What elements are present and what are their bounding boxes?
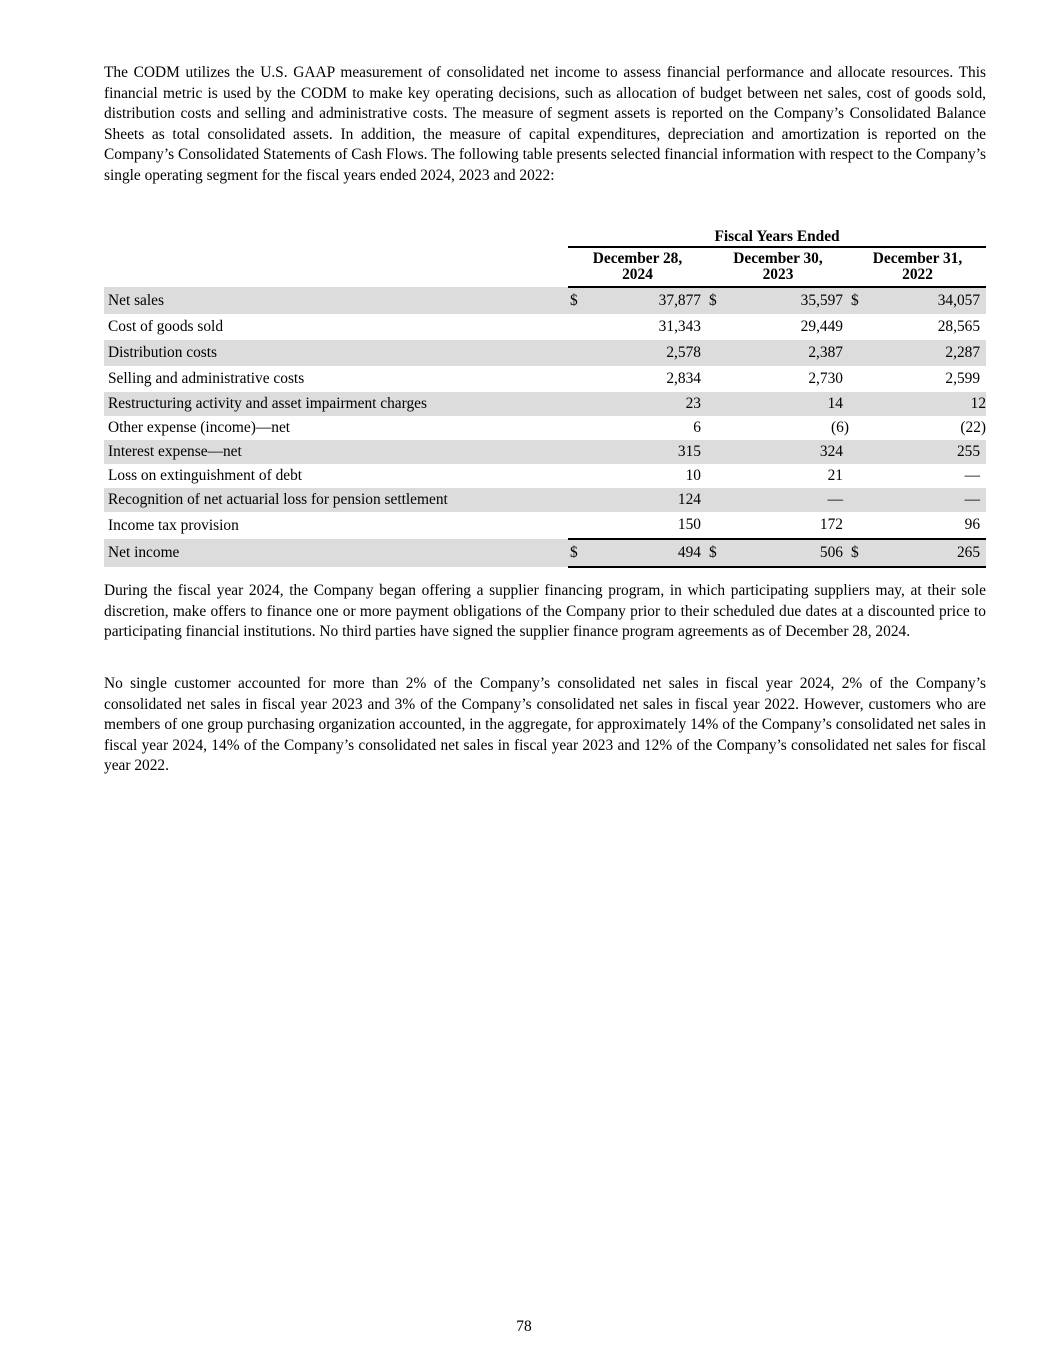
row-restructuring: [104, 392, 986, 416]
value-2024: 23: [586, 392, 707, 416]
value-2024: 2,578: [586, 340, 707, 366]
currency-symbol: $: [707, 287, 725, 314]
row-net-income: [104, 539, 986, 567]
value-2024: 10: [685, 467, 701, 484]
currency-symbol: $: [568, 287, 586, 314]
value-2023: 14: [725, 392, 849, 416]
value-2023: 29,449: [800, 318, 843, 335]
row-other-expense: [104, 416, 986, 440]
row-pension-settlement: [104, 488, 986, 512]
value-2022: —: [964, 467, 981, 484]
currency-symbol: $: [849, 539, 867, 567]
value-2023: (6): [831, 419, 849, 436]
value-2023: 35,597: [725, 287, 849, 314]
column-header-2023: December 30, 2023: [707, 247, 849, 287]
row-distribution-costs: [104, 340, 986, 366]
value-2024: 31,343: [658, 318, 701, 335]
fiscal-years-ended-header: Fiscal Years Ended: [568, 226, 986, 247]
row-label: Distribution costs: [104, 340, 568, 366]
table-column-header-row: [104, 247, 986, 287]
value-2023: 506: [725, 539, 849, 567]
row-label: Recognition of net actuarial loss for pension settlement: [104, 488, 568, 512]
value-2023: 2,387: [725, 340, 849, 366]
row-label: Cost of goods sold: [108, 318, 224, 335]
customer-concentration-paragraph: No single customer accounted for more than 2% of the Company’s consolidated net sales in fiscal year 2024, 2% of the Company’s consolidated net sales in fiscal year 2023 and 3% of the Company’s consolidated net sales in fiscal year 2022. However, customers who are members of one group purchasing organization accounted, in the aggregate, for approximately 14% of the Company’s consolidated net sales in fiscal year 2024, 14% of the Company’s consolidated net sales in fiscal year 2023 and 12% of the Company’s consolidated net sales for fiscal year 2022.: [104, 675, 986, 775]
row-cost-of-goods-sold: [104, 314, 986, 340]
row-label: Loss on extinguishment of debt: [108, 467, 303, 484]
value-2022: 265: [867, 539, 986, 567]
value-2022: 255: [867, 440, 986, 464]
page-number: 78: [516, 1318, 532, 1335]
currency-symbol: $: [568, 539, 586, 567]
value-2023: 172: [725, 512, 849, 539]
intro-paragraph: The CODM utilizes the U.S. GAAP measurement of consolidated net income to assess financial performance and allocate resources. This financial metric is used by the CODM to make key operating decisions, such as allocation of budget between net sales, cost of goods sold, distribution costs and selling and administrative costs. The measure of segment assets is reported on the Company’s Consolidated Balance Sheets as total consolidated assets. In addition, the measure of capital expenditures, depreciation and amortization is reported on the Company’s Consolidated Statements of Cash Flows. The following table presents selected financial information with respect to the Company’s single operating segment for the fiscal years ended 2024, 2023 and 2022:: [104, 64, 986, 184]
value-2023: —: [725, 488, 849, 512]
row-interest-expense: [104, 440, 986, 464]
supplier-financing-paragraph: During the fiscal year 2024, the Company began offering a supplier financing program, in which participating suppliers may, at their sole discretion, make offers to finance one or more payment obligations of the Company prior to their scheduled due dates at a discounted price to participating financial institutions. No third parties have signed the supplier finance program agreements as of December 28, 2024.: [104, 582, 986, 641]
segment-financial-table: [104, 226, 986, 568]
row-label: Interest expense—net: [104, 440, 568, 464]
row-income-tax-provision: [104, 512, 986, 539]
currency-symbol: $: [849, 287, 867, 314]
row-selling-admin-costs: [104, 366, 986, 392]
value-2023: 21: [827, 467, 843, 484]
value-2022: 96: [867, 512, 986, 539]
value-2024: 315: [586, 440, 707, 464]
value-2024: 150: [586, 512, 707, 539]
row-label: Other expense (income)—net: [108, 419, 291, 436]
value-2023: 2,730: [808, 370, 843, 387]
value-2022: —: [867, 488, 986, 512]
value-2022: 12: [867, 392, 986, 416]
column-header-2024: December 28, 2024: [568, 247, 707, 287]
row-loss-extinguishment-debt: [104, 464, 986, 488]
value-2024: 6: [693, 419, 701, 436]
value-2024: 2,834: [666, 370, 701, 387]
value-2023: 324: [725, 440, 849, 464]
table-group-header-row: [104, 226, 986, 247]
value-2022: 2,599: [945, 370, 981, 387]
row-net-sales: [104, 287, 986, 314]
value-2024: 124: [586, 488, 707, 512]
row-label: Income tax provision: [108, 516, 239, 534]
value-2022: 28,565: [937, 318, 981, 335]
value-2022: (22): [960, 419, 987, 436]
currency-symbol: $: [707, 539, 725, 567]
column-header-2022: December 31, 2022: [849, 247, 986, 287]
row-label: Net sales: [104, 287, 568, 314]
value-2024: 37,877: [586, 287, 707, 314]
row-label: Restructuring activity and asset impairment charges: [104, 392, 568, 416]
value-2022: 2,287: [867, 340, 986, 366]
value-2024: 494: [586, 539, 707, 567]
row-label: Net income: [104, 539, 568, 567]
value-2022: 34,057: [867, 287, 986, 314]
row-label: Selling and administrative costs: [108, 370, 305, 387]
